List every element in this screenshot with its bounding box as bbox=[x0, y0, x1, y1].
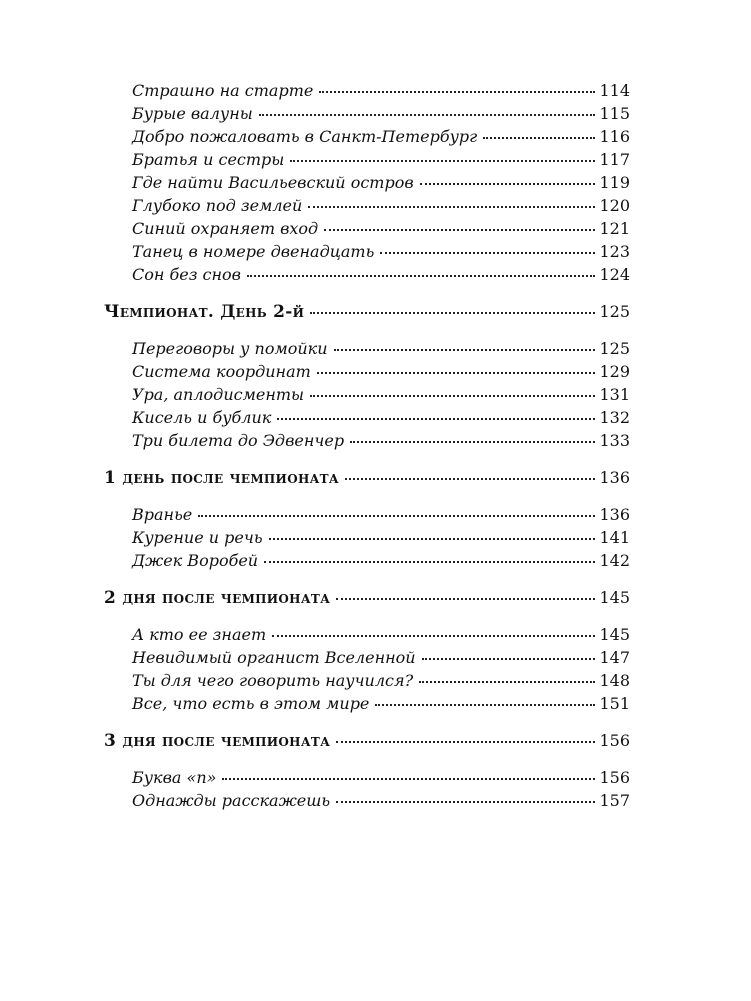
dot-leader bbox=[247, 275, 595, 277]
toc-section-1 bbox=[104, 337, 630, 452]
toc-entry-title: Братья и сестры bbox=[132, 150, 285, 169]
toc-entry-page: 147 bbox=[599, 648, 630, 667]
toc-entry bbox=[104, 217, 630, 240]
toc-entry-page: 125 bbox=[599, 339, 630, 358]
toc-entry bbox=[104, 503, 630, 526]
dot-leader bbox=[222, 778, 595, 780]
toc-entry-page: 114 bbox=[599, 81, 630, 100]
toc-entry-title: А кто ее знает bbox=[132, 625, 267, 644]
toc-entry bbox=[104, 383, 630, 406]
dot-leader bbox=[334, 349, 596, 351]
toc-entry bbox=[104, 360, 630, 383]
toc-part-page: 136 bbox=[599, 468, 630, 487]
toc-entry-title: Невидимый органист Вселенной bbox=[132, 648, 416, 667]
toc-entry-title: Бурые валуны bbox=[132, 104, 253, 123]
toc-entry bbox=[104, 194, 630, 217]
toc-part-title: Чемпионат. День 2-й bbox=[104, 302, 305, 322]
toc-entry-title: Где найти Васильевский остров bbox=[132, 173, 414, 192]
toc-entry bbox=[104, 429, 630, 452]
toc-entry bbox=[104, 526, 630, 549]
toc-entry bbox=[104, 646, 630, 669]
toc-entry-page: 115 bbox=[599, 104, 630, 123]
dot-leader bbox=[308, 206, 595, 208]
toc-entry-title: Буква «п» bbox=[132, 768, 217, 787]
toc-entry bbox=[104, 171, 630, 194]
dot-leader bbox=[277, 418, 595, 420]
toc-entry bbox=[104, 263, 630, 286]
toc-entry-title: Глубоко под землей bbox=[132, 196, 303, 215]
toc-entry-page: 141 bbox=[599, 528, 630, 547]
toc-entry-title: Ты для чего говорить научился? bbox=[132, 671, 414, 690]
dot-leader bbox=[198, 515, 595, 517]
dot-leader bbox=[345, 478, 595, 480]
dot-leader bbox=[336, 801, 595, 803]
toc-entry bbox=[104, 623, 630, 646]
toc-entry-page: 157 bbox=[599, 791, 630, 810]
toc-part-title: 1 день после чемпионата bbox=[104, 468, 339, 488]
toc-section-2 bbox=[104, 503, 630, 572]
toc-entry-page: 133 bbox=[599, 431, 630, 450]
toc-entry-page: 136 bbox=[599, 505, 630, 524]
toc-entry-title: Все, что есть в этом мире bbox=[132, 694, 370, 713]
toc-entry-page: 132 bbox=[599, 408, 630, 427]
toc-entry bbox=[104, 102, 630, 125]
toc-entry bbox=[104, 789, 630, 812]
dot-leader bbox=[324, 229, 595, 231]
toc-entry-page: 119 bbox=[599, 173, 630, 192]
toc-entry-title: Синий охраняет вход bbox=[132, 219, 319, 238]
dot-leader bbox=[380, 252, 595, 254]
toc-section-3 bbox=[104, 623, 630, 715]
toc-entry bbox=[104, 337, 630, 360]
dot-leader bbox=[336, 741, 595, 743]
dot-leader bbox=[317, 372, 596, 374]
toc-part-heading bbox=[104, 585, 630, 611]
toc-part-heading bbox=[104, 465, 630, 491]
table-of-contents bbox=[104, 79, 630, 812]
toc-entry-title: Переговоры у помойки bbox=[132, 339, 328, 358]
toc-entry-page: 117 bbox=[599, 150, 630, 169]
toc-part-page: 156 bbox=[599, 731, 630, 750]
dot-leader bbox=[419, 681, 595, 683]
toc-entry-title: Однажды расскажешь bbox=[132, 791, 331, 810]
toc-entry bbox=[104, 669, 630, 692]
toc-entry-title: Джек Воробей bbox=[132, 551, 259, 570]
toc-entry-title: Танец в номере двенадцать bbox=[132, 242, 375, 261]
dot-leader bbox=[350, 441, 595, 443]
toc-part-page: 145 bbox=[599, 588, 630, 607]
toc-entry-page: 156 bbox=[599, 768, 630, 787]
toc-part-title: 3 дня после чемпионата bbox=[104, 731, 331, 751]
toc-entry-title: Система координат bbox=[132, 362, 311, 381]
toc-entry-page: 123 bbox=[599, 242, 630, 261]
toc-part-heading bbox=[104, 299, 630, 325]
dot-leader bbox=[310, 312, 595, 314]
toc-entry-page: 145 bbox=[599, 625, 630, 644]
toc-entry-title: Курение и речь bbox=[132, 528, 263, 547]
toc-entry-page: 116 bbox=[599, 127, 630, 146]
toc-entry-page: 151 bbox=[599, 694, 630, 713]
toc-entry-title: Кисель и бублик bbox=[132, 408, 272, 427]
toc-entry-page: 124 bbox=[599, 265, 630, 284]
dot-leader bbox=[420, 183, 596, 185]
dot-leader bbox=[272, 635, 595, 637]
dot-leader bbox=[259, 114, 596, 116]
toc-entry bbox=[104, 692, 630, 715]
toc-entry bbox=[104, 148, 630, 171]
toc-part-heading bbox=[104, 728, 630, 754]
toc-entry-title: Ура, аплодисменты bbox=[132, 385, 305, 404]
toc-entry-page: 142 bbox=[599, 551, 630, 570]
toc-part-page: 125 bbox=[599, 302, 630, 321]
toc-entry-title: Вранье bbox=[132, 505, 193, 524]
toc-entry bbox=[104, 549, 630, 572]
dot-leader bbox=[422, 658, 596, 660]
dot-leader bbox=[483, 137, 595, 139]
toc-entry-title: Сон без снов bbox=[132, 265, 241, 284]
toc-entry-page: 131 bbox=[599, 385, 630, 404]
dot-leader bbox=[375, 704, 595, 706]
toc-entry-page: 129 bbox=[599, 362, 630, 381]
dot-leader bbox=[319, 91, 595, 93]
toc-section-4 bbox=[104, 766, 630, 812]
dot-leader bbox=[264, 561, 595, 563]
toc-entry-page: 120 bbox=[599, 196, 630, 215]
toc-entry bbox=[104, 766, 630, 789]
dot-leader bbox=[336, 598, 595, 600]
dot-leader bbox=[290, 160, 595, 162]
toc-entry-title: Добро пожаловать в Санкт-Петербург bbox=[132, 127, 478, 146]
toc-entry bbox=[104, 406, 630, 429]
toc-entry-page: 121 bbox=[599, 219, 630, 238]
toc-entry-title: Три билета до Эдвенчер bbox=[132, 431, 345, 450]
toc-entry bbox=[104, 240, 630, 263]
dot-leader bbox=[310, 395, 595, 397]
toc-entry bbox=[104, 125, 630, 148]
toc-entry bbox=[104, 79, 630, 102]
toc-entry-title: Страшно на старте bbox=[132, 81, 314, 100]
toc-section-0 bbox=[104, 79, 630, 286]
toc-part-title: 2 дня после чемпионата bbox=[104, 588, 331, 608]
dot-leader bbox=[269, 538, 596, 540]
toc-entry-page: 148 bbox=[599, 671, 630, 690]
